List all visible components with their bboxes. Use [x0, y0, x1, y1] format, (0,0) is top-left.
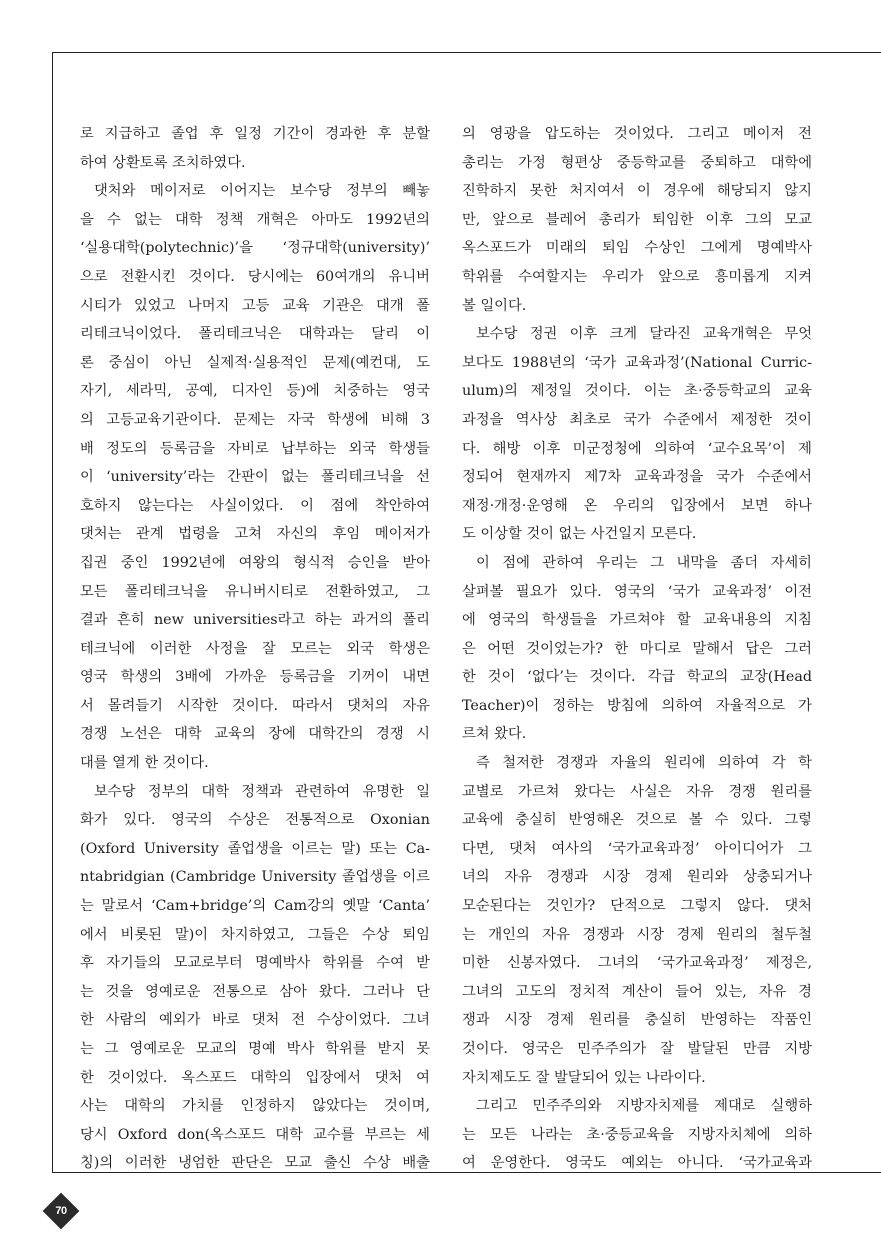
text-line: 는 말로서 ‘Cam+bridge’의 Cam강의 옛말 ‘Canta’ — [80, 898, 430, 915]
text-line: 론 중심이 아닌 실제적·실용적인 문제(예컨대, 도 — [80, 354, 430, 371]
text-line: 한 사람의 예외가 바로 댓처 전 수상이었다. 그녀 — [80, 1012, 430, 1029]
text-line: 시티가 있었고 나머지 고등 교육 기관은 대개 폴 — [80, 297, 430, 314]
paragraph-start-line: 보수당 정권 이후 크게 달라진 교육개혁은 무엇 — [476, 326, 812, 343]
text-line: 로 지급하고 졸업 후 일정 기간이 경과한 후 분할 — [80, 126, 430, 142]
text-line: 호하지 않는다는 사실이었다. 이 점에 착안하여 — [80, 497, 430, 514]
paragraph-start-line: 보수당 정부의 대학 정책과 관련하여 유명한 일 — [94, 783, 430, 800]
text-line: 한 것이었다. 옥스포드 대학의 입장에서 댓처 여 — [80, 1069, 430, 1086]
text-line: 이 ‘university’라는 간판이 없는 폴리테크닉을 선 — [80, 469, 430, 486]
text-line: 재정·개정·운영해 온 우리의 입장에서 보면 하나 — [462, 497, 812, 514]
text-line: 영국 학생의 3배에 가까운 등록금을 기꺼이 내면 — [80, 669, 430, 686]
text-line: 의 고등교육기관이다. 문제는 자국 학생에 비해 3 — [80, 411, 430, 428]
text-line: 것이다. 영국은 민주주의가 잘 발달된 만큼 지방 — [462, 1041, 812, 1057]
text-line: ulum)의 제정일 것이다. 이는 초·중등학교의 교육 — [462, 383, 812, 400]
text-line: 다면, 댓처 여사의 ‘국가교육과정’ 아이디어가 그 — [462, 840, 812, 857]
paragraph-start-line: 그리고 민주주의와 지방자치제를 제대로 실행하 — [476, 1098, 812, 1115]
paragraph-start-line: 댓처와 메이저로 이어지는 보수당 정부의 빼놓 — [94, 183, 430, 200]
text-line: 에서 비롯된 말)이 차지하였고, 그들은 수상 퇴임 — [80, 926, 430, 943]
text-line: 과정을 역사상 최초로 국가 수준에서 제정한 것이 — [462, 411, 812, 428]
text-line: 테크닉에 이러한 사정을 잘 모르는 외국 학생은 — [80, 640, 430, 657]
text-line: 모순된다는 것인가? 단적으로 그렇지 않다. 댓처 — [462, 898, 812, 915]
text-line: 한 것이 ‘없다’는 것이다. 각급 학교의 교장(Head — [462, 669, 812, 686]
text-line: 총리는 가정 형편상 중등학교를 중퇴하고 대학에 — [462, 154, 812, 171]
text-line: 도 이상할 것이 없는 사건일지 모른다. — [462, 526, 697, 543]
text-line: 보다도 1988년의 ‘국가 교육과정’(National Curric- — [462, 354, 812, 371]
text-line: ‘실용대학(polytechnic)’을 ‘정규대학(university)’ — [80, 240, 430, 257]
text-line: 당시 Oxford don(옥스포드 대학 교수를 부르는 세 — [80, 1126, 430, 1143]
text-line: ntabridgian (Cambridge University 졸업생을 이르 — [80, 869, 430, 886]
text-line: Teacher)이 정하는 방침에 의하여 자율적으로 가 — [462, 697, 812, 714]
text-line: 여 운영한다. 영국도 예외는 아니다. ‘국가교육과 — [462, 1155, 812, 1172]
page-number: 70 — [55, 1205, 67, 1217]
text-line: 사는 대학의 가치를 인정하지 않았다는 것이며, — [80, 1098, 430, 1115]
right-text-column — [462, 120, 812, 1178]
text-line: (Oxford University 졸업생을 이르는 말) 또는 Ca- — [80, 840, 430, 857]
text-line: 후 자기들의 모교로부터 명예박사 학위를 수여 받 — [80, 955, 430, 972]
page-frame-left-rule — [52, 52, 53, 1172]
text-line: 의 영광을 압도하는 것이었다. 그리고 메이저 전 — [462, 126, 812, 142]
text-line: 학위를 수여할지는 우리가 앞으로 흥미롭게 지켜 — [462, 268, 812, 285]
text-line: 자치제도도 잘 발달되어 있는 나라이다. — [462, 1069, 706, 1086]
text-line: 배 정도의 등록금을 자비로 납부하는 외국 학생들 — [80, 440, 430, 457]
text-line: 교육에 충실히 반영해온 것으로 볼 수 있다. 그렇 — [462, 812, 812, 829]
text-line: 대를 열게 한 것이다. — [80, 755, 209, 772]
text-line: 댓처는 관계 법령을 고쳐 자신의 후임 메이저가 — [80, 526, 430, 543]
paragraph-start-line: 이 점에 관하여 우리는 그 내막을 좀더 자세히 — [476, 554, 812, 571]
text-line: 집권 중인 1992년에 여왕의 형식적 승인을 받아 — [80, 554, 430, 571]
text-line: 다. 해방 이후 미군정청에 의하여 ‘교수요목’이 제 — [462, 440, 812, 457]
text-line: 진학하지 못한 처지여서 이 경우에 해당되지 않지 — [462, 183, 812, 200]
text-line: 모든 폴리테크닉을 유니버시티로 전환하였고, 그 — [80, 583, 430, 600]
text-line: 하여 상환토록 조치하였다. — [80, 154, 246, 171]
text-line: 교별로 가르쳐 왔다는 사실은 자유 경쟁 원리를 — [462, 783, 812, 800]
text-line: 녀의 자유 경쟁과 시장 경제 원리와 상충되거나 — [462, 869, 812, 886]
text-line: 에 영국의 학생들을 가르쳐야 할 교육내용의 지침 — [462, 612, 812, 629]
page-frame-top-rule — [52, 52, 881, 53]
text-line: 옥스포드가 미래의 퇴임 수상인 그에게 명예박사 — [462, 240, 812, 257]
text-line: 는 것을 영예로운 전통으로 삼아 왔다. 그러나 단 — [80, 983, 430, 1000]
text-line: 서 몰려들기 시작한 것이다. 따라서 댓처의 자유 — [80, 697, 430, 714]
text-line: 미한 신봉자였다. 그녀의 ‘국가교육과정’ 제정은, — [462, 955, 812, 972]
paragraph-start-line: 즉 철저한 경쟁과 자율의 원리에 의하여 각 학 — [476, 755, 812, 772]
left-text-column — [80, 120, 430, 1178]
text-line: 칭)의 이러한 냉엄한 판단은 모교 출신 수상 배출 — [80, 1155, 430, 1172]
text-line: 화가 있다. 영국의 수상은 전통적으로 Oxonian — [80, 812, 430, 829]
text-line: 는 모든 나라는 초·중등교육을 지방자치체에 의하 — [462, 1126, 812, 1143]
text-line: 쟁과 시장 경제 원리를 충실히 반영하는 작품인 — [462, 1012, 812, 1029]
text-line: 정되어 현재까지 제7차 교육과정을 국가 수준에서 — [462, 469, 812, 486]
text-line: 르쳐 왔다. — [462, 726, 527, 743]
text-line: 결과 흔히 new universities라고 하는 과거의 폴리 — [80, 612, 430, 629]
text-line: 는 그 영예로운 모교의 명예 박사 학위를 받지 못 — [80, 1041, 430, 1057]
text-line: 리테크닉이었다. 폴리테크닉은 대학과는 달리 이 — [80, 326, 430, 343]
text-line: 볼 일이다. — [462, 297, 527, 314]
text-line: 그녀의 고도의 정치적 계산이 들어 있는, 자유 경 — [462, 983, 812, 1000]
text-line: 자기, 세라믹, 공예, 디자인 등)에 치중하는 영국 — [80, 383, 430, 400]
text-line: 을 수 없는 대학 정책 개혁은 아마도 1992년의 — [80, 211, 430, 228]
text-line: 은 어떤 것이었는가? 한 마디로 말해서 답은 그러 — [462, 640, 812, 657]
text-line: 살펴볼 필요가 있다. 영국의 ‘국가 교육과정’ 이전 — [462, 583, 812, 600]
text-line: 으로 전환시킨 것이다. 당시에는 60여개의 유니버 — [80, 268, 430, 285]
text-line: 경쟁 노선은 대학 교육의 장에 대학간의 경쟁 시 — [80, 726, 430, 743]
text-line: 만, 앞으로 블레어 총리가 퇴임한 이후 그의 모교 — [462, 211, 812, 228]
text-line: 는 개인의 자유 경쟁과 시장 경제 원리의 철두철 — [462, 926, 812, 943]
